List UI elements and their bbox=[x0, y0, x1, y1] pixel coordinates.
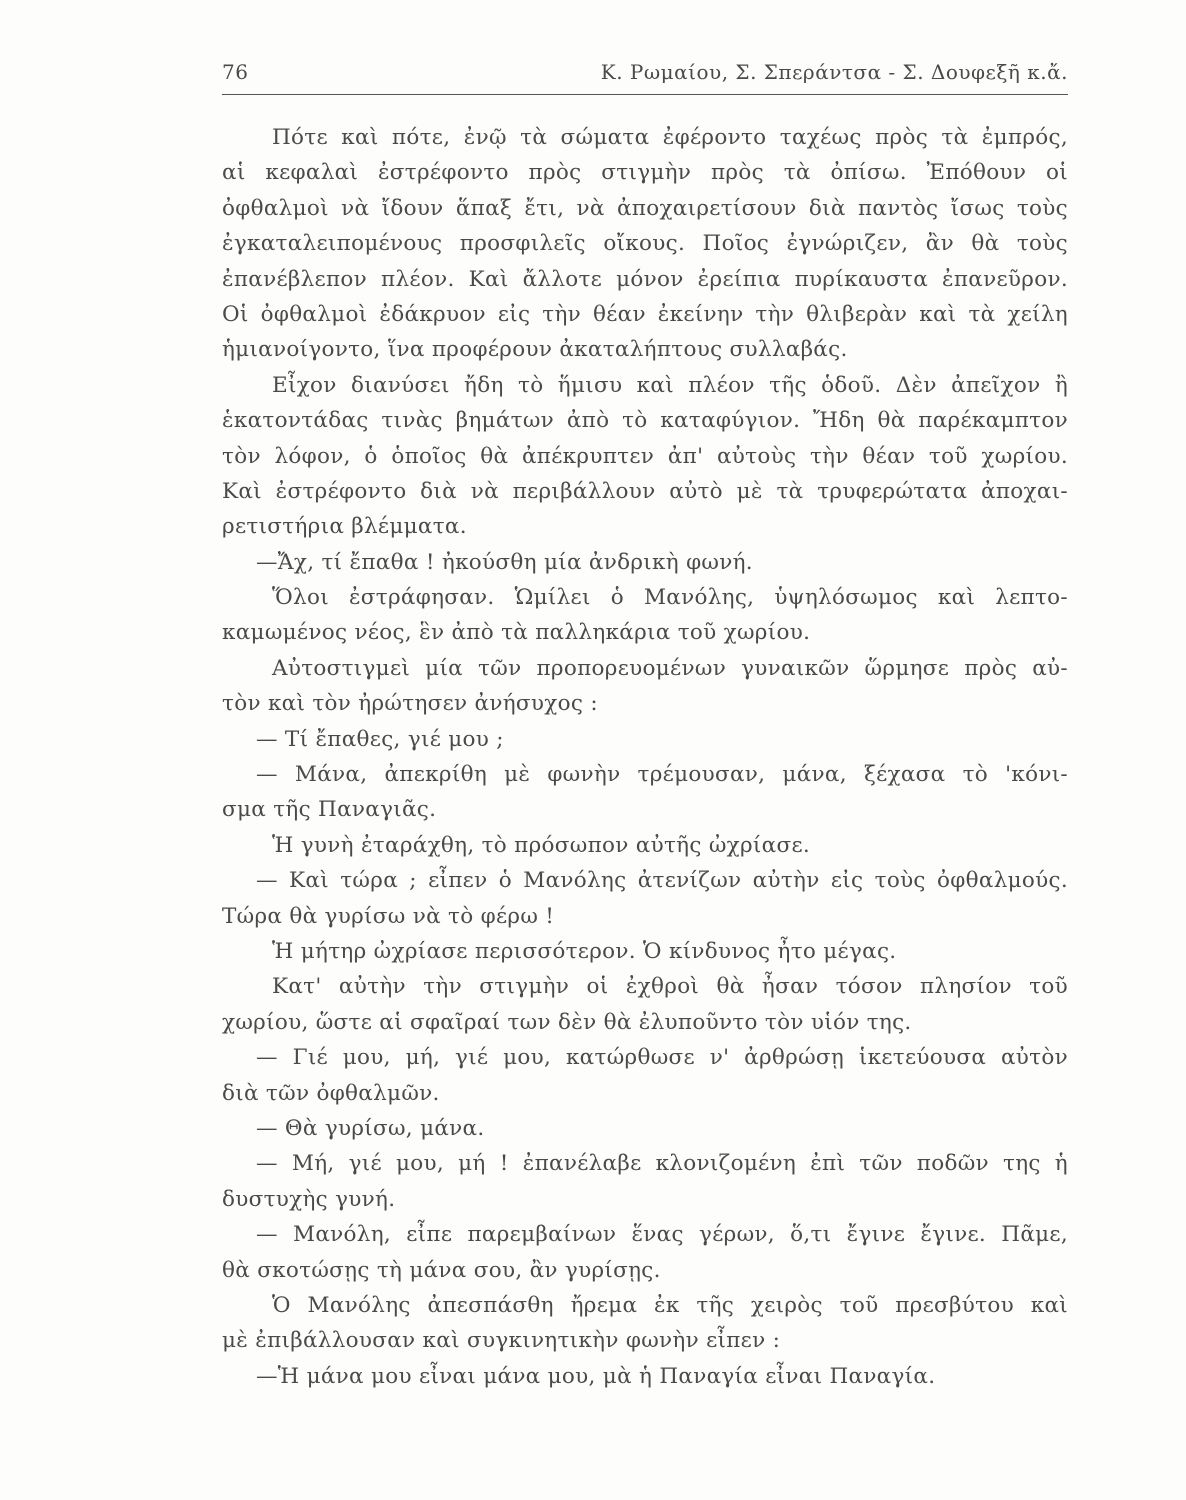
text-line: αἱ κεφαλαὶ ἐστρέφοντο πρὸς στιγμὴν πρὸς τὰ ὀπίσω. Ἐπόθουν οἱ bbox=[222, 160, 1068, 186]
text-line: τὸν λόφον, ὁ ὁποῖος θὰ ἀπέκρυπτεν ἀπ' αὐτοὺς τὴν θέαν τοῦ χωρίου. bbox=[222, 443, 1068, 469]
text-line: — Καὶ τώρα ; εἶπεν ὁ Μανόλης ἀτενίζων αὐτὴν εἰς τοὺς ὀφθαλμούς. bbox=[256, 868, 1068, 894]
page-header bbox=[222, 60, 1068, 92]
text-line: ἡμιανοίγοντο, ἵνα προφέρουν ἀκαταλήπτους συλλαβάς. bbox=[222, 337, 848, 363]
text-line: Πότε καὶ πότε, ἐνῷ τὰ σώματα ἐφέροντο ταχέως πρὸς τὰ ἐμπρός, bbox=[272, 125, 1068, 150]
text-line: ἑκατοντάδας τινὰς βημάτων ἀπὸ τὸ καταφύγιον. Ἤδη θὰ παρέκαμπτον bbox=[222, 408, 1068, 434]
text-line: — Τί ἔπαθες, γιέ μου ; bbox=[256, 726, 504, 752]
text-line: Ἡ μήτηρ ὠχρίασε περισσότερον. Ὁ κίνδυνος ἦτο μέγας. bbox=[272, 938, 897, 964]
text-line: σμα τῆς Παναγιᾶς. bbox=[222, 797, 437, 823]
text-line: μὲ ἐπιβάλλουσαν καὶ συγκινητικὴν φωνὴν εἶπεν : bbox=[222, 1328, 781, 1354]
text-line: — Μάνα, ἀπεκρίθη μὲ φωνὴν τρέμουσαν, μάνα, ξέχασα τὸ 'κόνι- bbox=[256, 762, 1068, 788]
text-line: δυστυχὴς γυνή. bbox=[222, 1186, 396, 1212]
text-line: ἐπανέβλεπον πλέον. Καὶ ἄλλοτε μόνον ἐρείπια πυρίκαυστα ἐπανεῦρον. bbox=[222, 266, 1068, 292]
header-rule bbox=[222, 94, 1068, 95]
text-line: —Ἡ μάνα μου εἶναι μάνα μου, μὰ ἡ Παναγία εἶναι Παναγία. bbox=[256, 1363, 936, 1389]
text-line: Ἡ γυνὴ ἐταράχθη, τὸ πρόσωπον αὐτῆς ὠχρίασε. bbox=[272, 832, 811, 858]
text-line: διὰ τῶν ὀφθαλμῶν. bbox=[222, 1080, 440, 1106]
text-line: — Μή, γιέ μου, μή ! ἐπανέλαβε κλονιζομένη ἐπὶ τῶν ποδῶν της ἡ bbox=[256, 1151, 1068, 1177]
page-number: 76 bbox=[222, 60, 249, 84]
text-line: Κατ' αὐτὴν τὴν στιγμὴν οἱ ἐχθροὶ θὰ ἦσαν τόσον πλησίον τοῦ bbox=[272, 974, 1068, 1000]
text-line: ὀφθαλμοὶ νὰ ἴδουν ἅπαξ ἔτι, νὰ ἀποχαιρετίσουν διὰ παντὸς ἴσως τοὺς bbox=[222, 195, 1068, 221]
text-line: Τώρα θὰ γυρίσω νὰ τὸ φέρω ! bbox=[222, 903, 555, 929]
text-line: καμωμένος νέος, ἓν ἀπὸ τὰ παλληκάρια τοῦ χωρίου. bbox=[222, 620, 811, 646]
text-line: θὰ σκοτώσῃς τὴ μάνα σου, ἂν γυρίσῃς. bbox=[222, 1257, 661, 1283]
text-line: Ὅλοι ἐστράφησαν. Ὡμίλει ὁ Μανόλης, ὑψηλόσωμος καὶ λεπτο- bbox=[272, 585, 1068, 611]
text-line: Ὁ Μανόλης ἀπεσπάσθη ἤρεμα ἐκ τῆς χειρὸς τοῦ πρεσβύτου καὶ bbox=[272, 1292, 1068, 1318]
text-line: Οἱ ὀφθαλμοὶ ἐδάκρυον εἰς τὴν θέαν ἐκείνην τὴν θλιβερὰν καὶ τὰ χείλη bbox=[222, 301, 1068, 327]
text-line: Αὐτοστιγμεὶ μία τῶν προπορευομένων γυναικῶν ὥρμησε πρὸς αὐ- bbox=[272, 655, 1068, 681]
text-body bbox=[222, 120, 1068, 1394]
text-line: ρετιστήρια βλέμματα. bbox=[222, 514, 467, 540]
text-line: — Μανόλη, εἶπε παρεμβαίνων ἕνας γέρων, ὅ,τι ἔγινε ἔγινε. Πᾶμε, bbox=[256, 1222, 1068, 1248]
text-line: Καὶ ἐστρέφοντο διὰ νὰ περιβάλλουν αὐτὸ μὲ τὰ τρυφερώτατα ἀποχαι- bbox=[222, 478, 1068, 504]
text-line: — Γιέ μου, μή, γιέ μου, κατώρθωσε ν' ἀρθρώσῃ ἱκετεύουσα αὐτὸν bbox=[256, 1045, 1068, 1071]
text-line: —Ἄχ, τί ἔπαθα ! ἠκούσθη μία ἀνδρικὴ φωνή. bbox=[256, 549, 753, 575]
text-line: Εἶχον διανύσει ἤδη τὸ ἥμισυ καὶ πλέον τῆς ὁδοῦ. Δὲν ἀπεῖχον ἢ bbox=[272, 372, 1068, 398]
text-line: χωρίου, ὥστε αἱ σφαῖραί των δὲν θὰ ἐλυποῦντο τὸν υἱόν της. bbox=[222, 1009, 912, 1035]
text-line: — Θὰ γυρίσω, μάνα. bbox=[256, 1115, 485, 1141]
text-line: ἐγκαταλειπομένους προσφιλεῖς οἴκους. Ποῖος ἐγνώριζεν, ἂν θὰ τοὺς bbox=[222, 231, 1068, 257]
text-line: τὸν καὶ τὸν ἠρώτησεν ἀνήσυχος : bbox=[222, 691, 598, 717]
running-head: Κ. Ρωμαίου, Σ. Σπεράντσα - Σ. Δουφεξῆ κ.ἄ. bbox=[600, 60, 1068, 84]
